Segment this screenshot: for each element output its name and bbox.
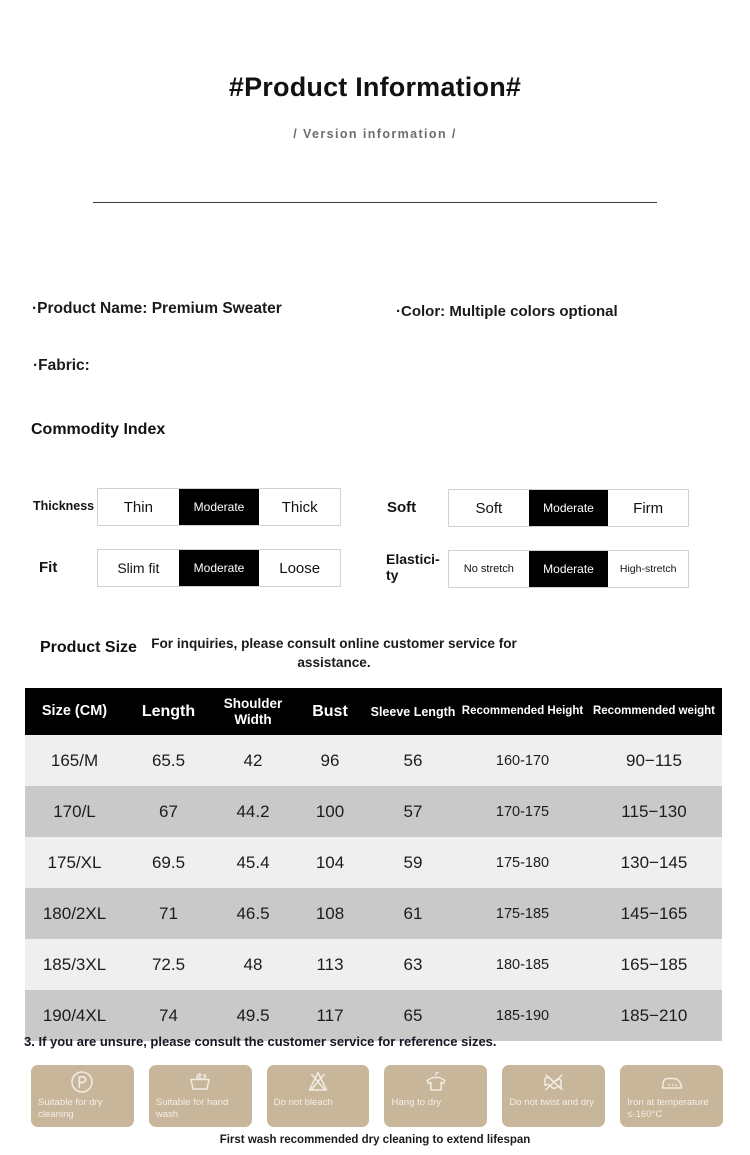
header-divider (93, 202, 657, 203)
table-row (25, 786, 722, 837)
cell-shoulder-width: 45.4 (213, 837, 293, 888)
table-row (25, 888, 722, 939)
cell-recommended-weight: 130−145 (586, 837, 722, 888)
cell-length: 65.5 (124, 735, 213, 786)
cell-shoulder-width: 48 (213, 939, 293, 990)
index-option-fit-0[interactable]: Slim fit (117, 560, 160, 576)
cell-length: 72.5 (124, 939, 213, 990)
cell-size: 180/2XL (25, 888, 124, 939)
cell-sleeve-length: 65 (367, 990, 459, 1041)
spec-fabric: ·Fabric: (33, 357, 90, 374)
cell-sleeve-length: 59 (367, 837, 459, 888)
cell-sleeve-length: 63 (367, 939, 459, 990)
index-label-thickness: Thickness (33, 499, 95, 513)
care-tile-do-not-wring[interactable] (502, 1065, 605, 1127)
cell-bust: 100 (293, 786, 367, 837)
page-subtitle: / Version information / (293, 127, 457, 141)
cell-shoulder-width: 44.2 (213, 786, 293, 837)
care-label-iron: Iron at temperature ≤-160°C (627, 1097, 709, 1120)
dry-clean-icon (31, 1069, 134, 1095)
index-selector-elasticity[interactable] (448, 550, 689, 588)
care-label-dry-clean: Suitable for dry cleaning (38, 1097, 103, 1120)
size-table-col-size: Size (CM) (25, 688, 124, 735)
size-table-col-recommended-weight: Recommended weight (586, 688, 722, 735)
cell-recommended-height: 185-190 (459, 990, 586, 1041)
cell-bust: 113 (293, 939, 367, 990)
size-table (25, 688, 722, 1041)
cell-recommended-height: 175-180 (459, 837, 586, 888)
cell-sleeve-length: 57 (367, 786, 459, 837)
cell-bust: 104 (293, 837, 367, 888)
index-label-soft: Soft (387, 499, 417, 516)
size-table-col-sleeve-length: Sleeve Length (367, 688, 459, 735)
iron-icon (620, 1069, 723, 1095)
spec-product-name: ·Product Name: Premium Sweater (32, 300, 282, 317)
cell-size: 170/L (25, 786, 124, 837)
index-option-elasticity-0[interactable]: No stretch (463, 563, 514, 575)
care-tile-hand-wash[interactable] (149, 1065, 252, 1127)
page-title: #Product Information# (228, 72, 522, 102)
cell-length: 74 (124, 990, 213, 1041)
index-label-fit: Fit (39, 559, 58, 576)
cell-recommended-weight: 90−115 (586, 735, 722, 786)
cell-size: 165/M (25, 735, 124, 786)
cell-length: 67 (124, 786, 213, 837)
cell-recommended-height: 170-175 (459, 786, 586, 837)
index-option-thickness-2[interactable]: Thick (281, 498, 318, 516)
care-tile-do-not-bleach[interactable] (267, 1065, 370, 1127)
care-label-do-not-bleach: Do not bleach (273, 1097, 333, 1108)
index-option-soft-2[interactable]: Firm (633, 499, 664, 517)
cell-recommended-weight: 145−165 (586, 888, 722, 939)
hang-to-dry-icon (384, 1069, 487, 1095)
care-instructions-row (31, 1065, 723, 1127)
index-option-soft-1[interactable]: Moderate (529, 490, 609, 526)
size-table-col-bust: Bust (293, 688, 367, 735)
table-row (25, 939, 722, 990)
cell-recommended-weight: 115−130 (586, 786, 722, 837)
table-row (25, 735, 722, 786)
hand-wash-icon (149, 1069, 252, 1095)
cell-size: 190/4XL (25, 990, 124, 1041)
size-table-col-length: Length (124, 688, 213, 735)
index-label-elasticity: Elastici-ty (386, 551, 440, 584)
care-tile-dry-clean[interactable] (31, 1065, 134, 1127)
cell-recommended-height: 160-170 (459, 735, 586, 786)
size-table-col-shoulder-width: Shoulder Width (213, 688, 293, 735)
index-selector-soft[interactable] (448, 489, 689, 527)
size-table-header-row (25, 688, 722, 735)
care-tile-iron[interactable] (620, 1065, 723, 1127)
index-option-thickness-0[interactable]: Thin (123, 498, 153, 516)
size-table-body (25, 735, 722, 1041)
cell-shoulder-width: 46.5 (213, 888, 293, 939)
cell-sleeve-length: 56 (367, 735, 459, 786)
care-tile-hang-to-dry[interactable] (384, 1065, 487, 1127)
index-option-fit-2[interactable]: Loose (279, 559, 321, 577)
cell-recommended-height: 175-185 (459, 888, 586, 939)
size-footnote: 3. If you are unsure, please consult the customer service for reference sizes. (24, 1034, 497, 1049)
care-label-hang-to-dry: Hang to dry (391, 1097, 442, 1108)
index-option-soft-0[interactable]: Soft (475, 499, 503, 517)
cell-recommended-height: 180-185 (459, 939, 586, 990)
index-option-fit-1[interactable]: Moderate (179, 550, 260, 586)
cell-sleeve-length: 61 (367, 888, 459, 939)
cell-shoulder-width: 42 (213, 735, 293, 786)
care-label-hand-wash: Suitable for hand wash (155, 1097, 229, 1120)
care-caption: First wash recommended dry cleaning to extend lifespan (219, 1134, 531, 1146)
commodity-index-title: Commodity Index (31, 421, 166, 438)
cell-size: 175/XL (25, 837, 124, 888)
cell-bust: 117 (293, 990, 367, 1041)
do-not-bleach-icon (267, 1069, 370, 1095)
index-option-thickness-1[interactable]: Moderate (179, 489, 260, 525)
cell-length: 69.5 (124, 837, 213, 888)
care-label-do-not-wring: Do not twist and dry (509, 1097, 595, 1108)
do-not-wring-icon (502, 1069, 605, 1095)
table-row (25, 837, 722, 888)
index-option-elasticity-2[interactable]: High-stretch (619, 563, 677, 575)
product-size-note: For inquiries, please consult online customer service for assistance. (151, 636, 517, 671)
cell-recommended-weight: 185−210 (586, 990, 722, 1041)
index-option-elasticity-1[interactable]: Moderate (529, 551, 609, 587)
cell-bust: 108 (293, 888, 367, 939)
cell-size: 185/3XL (25, 939, 124, 990)
index-selector-thickness[interactable] (97, 488, 341, 526)
product-size-title: Product Size (40, 639, 137, 656)
cell-shoulder-width: 49.5 (213, 990, 293, 1041)
cell-length: 71 (124, 888, 213, 939)
index-selector-fit[interactable] (97, 549, 341, 587)
size-table-col-recommended-height: Recommended Height (459, 688, 586, 735)
cell-recommended-weight: 165−185 (586, 939, 722, 990)
spec-color: ·Color: Multiple colors optional (396, 303, 618, 320)
cell-bust: 96 (293, 735, 367, 786)
